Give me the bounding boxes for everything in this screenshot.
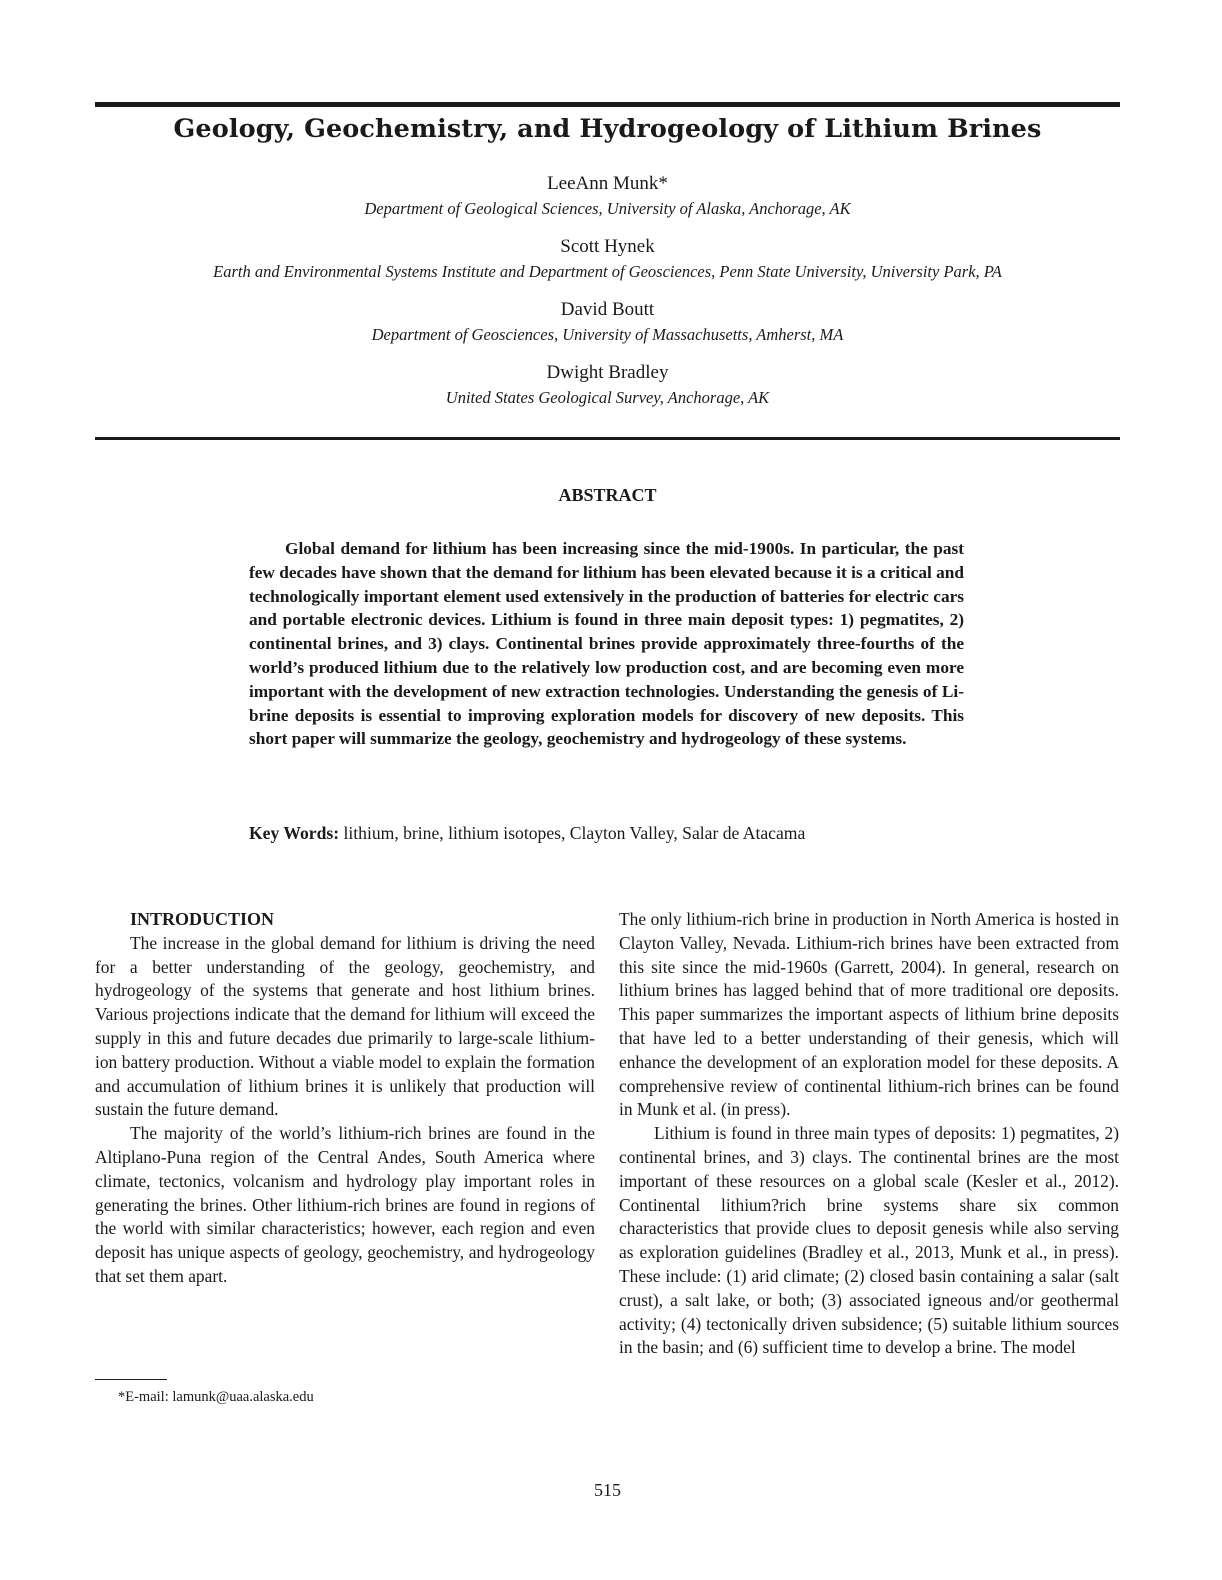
footnote-rule <box>95 1379 167 1380</box>
body-paragraph: The increase in the global demand for lithium is driving the need for a better understanding of the geology, geochemistry, and hydrogeology of the systems that generate and host lithium brines. Various projections indicate that the demand for lithium will exceed the supply in this and future decades due primarily to large-scale lithium-ion battery production. Without a viable model to explain the formation and accumulation of lithium brines it is unlikely that production will sustain the future demand. <box>95 932 595 1120</box>
page-number: 515 <box>594 1480 621 1500</box>
author-name: Dwight Bradley <box>546 362 669 383</box>
left-column <box>95 908 595 1289</box>
right-column <box>619 908 1119 1360</box>
abstract-heading: ABSTRACT <box>558 485 657 505</box>
author-affiliation: Department of Geological Sciences, University of Alaska, Anchorage, AK <box>364 199 851 218</box>
footnote: *E-mail: lamunk@uaa.alaska.edu <box>118 1389 314 1405</box>
abstract-text: Global demand for lithium has been increasing since the mid-1900s. In particular, the past few decades have shown that the demand for lithium has been elevated because it is a critical and technologically important element used extensively in the production of batteries for electric cars and portable electronic devices. Lithium is found in three main deposit types: 1) pegmatites, 2) continental brines, and 3) clays. Continental brines provide approximately three-fourths of the world’s produced lithium due to the relatively low production cost, and are becoming even more important with the development of new extraction technologies. Understanding the genesis of Li-brine deposits is essential to improving exploration models for discovery of new deposits. This short paper will summarize the geology, geochemistry and hydrogeology of these systems. <box>249 539 964 749</box>
top-rule <box>95 102 1120 107</box>
section-heading: INTRODUCTION <box>130 909 275 929</box>
author-affiliation: Department of Geosciences, University of Massachusetts, Amherst, MA <box>371 325 844 344</box>
author-name: Scott Hynek <box>560 236 655 257</box>
author-name: David Boutt <box>560 299 655 320</box>
paper-title: Geology, Geochemistry, and Hydrogeology of Lithium Brines <box>173 114 1042 144</box>
keywords-label: Key Words: <box>249 823 340 843</box>
header-divider <box>95 437 1120 440</box>
body-paragraph: Lithium is found in three main types of deposits: 1) pegmatites, 2) continental brines, and 3) clays. The continental brines are the most important of these resources on a global scale (Kesler et al., 2012). Continental lithium?rich brine systems share six common characteristics that provide clues to deposit genesis while also serving as exploration guidelines (Bradley et al., 2013, Munk et al., in press). These include: (1) arid climate; (2) closed basin containing a salar (salt crust), a salt lake, or both; (3) associated igneous and/or geothermal activity; (4) tectonically driven subsidence; (5) suitable lithium sources in the basin; and (6) sufficient time to develop a brine. The model <box>619 1123 1119 1358</box>
body-paragraph: The majority of the world’s lithium-rich brines are found in the Altiplano-Puna region of the Central Andes, South America where climate, tectonics, volcanism and hydrology play important roles in generating the brines. Other lithium-rich brines are found in regions of the world with similar characteristics; however, each region and even deposit has unique aspects of geology, geochemistry, and hydrogeology that set them apart. <box>95 1123 595 1286</box>
author-block <box>95 170 1120 422</box>
author-affiliation: Earth and Environmental Systems Institute and Department of Geosciences, Penn State University, University Park, PA <box>213 262 1002 281</box>
author-name: LeeAnn Munk* <box>547 173 668 194</box>
body-paragraph: The only lithium-rich brine in production in North America is hosted in Clayton Valley, Nevada. Lithium-rich brines have been extracted from this site since the mid-1960s (Garrett, 2004). In general, research on lithium brines has lagged behind that of more traditional ore deposits. This paper summarizes the important aspects of lithium brine deposits that have led to a better understanding of their genesis, which will enhance the development of an exploration model for these deposits. A comprehensive review of continental lithium-rich brines can be found in Munk et al. (in press). <box>619 909 1119 1120</box>
keywords <box>249 823 964 844</box>
author-affiliation: United States Geological Survey, Anchorage, AK <box>445 388 770 407</box>
keywords-text: lithium, brine, lithium isotopes, Clayton Valley, Salar de Atacama <box>343 823 806 843</box>
